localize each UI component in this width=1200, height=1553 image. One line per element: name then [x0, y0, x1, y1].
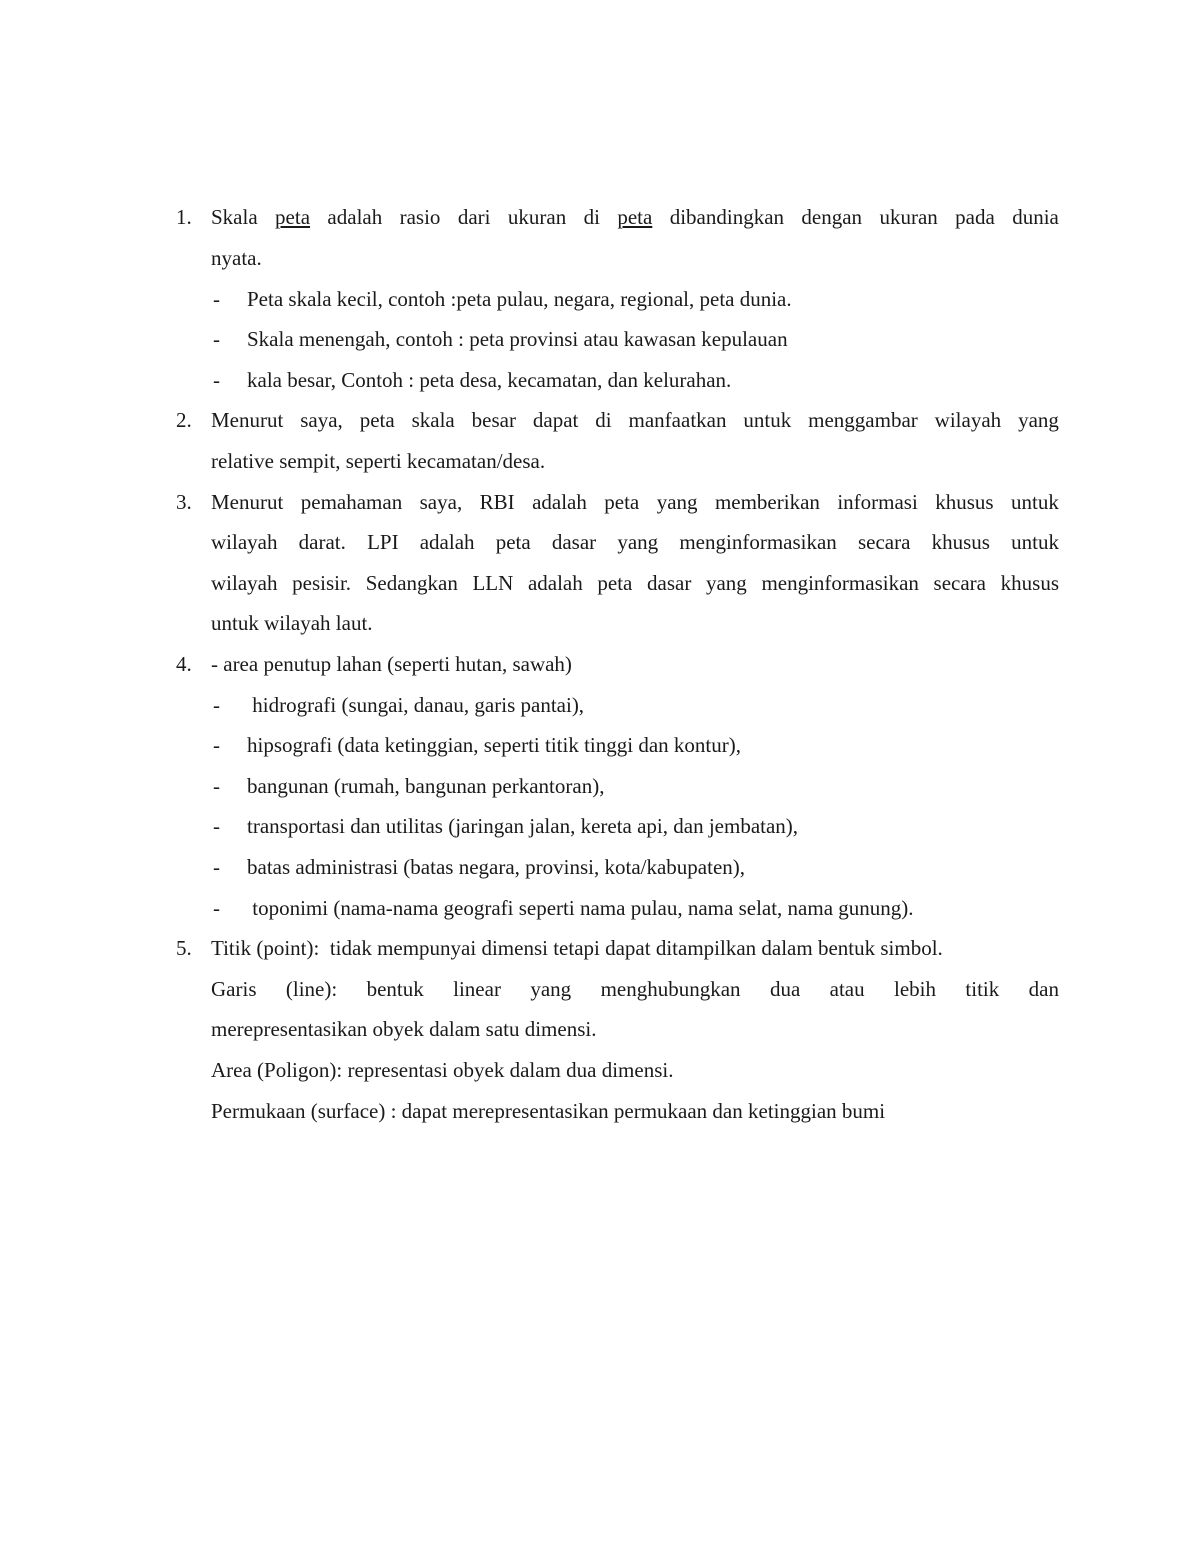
word: Menurut	[211, 408, 284, 432]
word: dari	[457, 205, 491, 229]
bullet-dash: -	[213, 287, 220, 311]
paragraph-line	[211, 405, 1059, 435]
bullet-dash: -	[213, 774, 220, 798]
bullet-text: bangunan (rumah, bangunan perkantoran),	[247, 774, 605, 798]
list-number: 4.	[176, 652, 192, 676]
word: peta	[617, 205, 653, 229]
list-number: 3.	[176, 490, 192, 514]
word: pemahaman	[300, 490, 403, 514]
word: besar	[471, 408, 516, 432]
word: rasio	[399, 205, 441, 229]
paragraph-line: relative sempit, seperti kecamatan/desa.	[211, 449, 546, 473]
word: untuk	[743, 408, 792, 432]
word: linear	[453, 977, 501, 1001]
paragraph-line	[211, 487, 1059, 517]
paragraph-line: merepresentasikan obyek dalam satu dimensi.	[211, 1017, 597, 1041]
bullet-dash: -	[213, 896, 220, 920]
word: yang	[705, 571, 747, 595]
word: untuk	[1011, 490, 1059, 514]
bullet-text: Skala menengah, contoh : peta provinsi atau kawasan kepulauan	[247, 327, 788, 351]
bullet-dash: -	[213, 368, 220, 392]
word: menghubungkan	[600, 977, 741, 1001]
word: adalah	[532, 490, 587, 514]
word: yang	[656, 490, 698, 514]
list-number: 2.	[176, 408, 192, 432]
word: dasar	[551, 530, 597, 554]
word: Menurut	[211, 490, 284, 514]
paragraph-line: nyata.	[211, 246, 262, 270]
word: dasar	[647, 571, 692, 595]
word: menginformasikan	[679, 530, 837, 554]
word: saya,	[300, 408, 343, 432]
word: di	[595, 408, 612, 432]
word: wilayah	[211, 530, 278, 554]
paragraph-line: Area (Poligon): representasi obyek dalam dua dimensi.	[211, 1058, 674, 1082]
paragraph-line	[211, 202, 1059, 232]
bullet-text: transportasi dan utilitas (jaringan jalan, kereta api, dan jembatan),	[247, 814, 799, 838]
bullet-text: toponimi (nama-nama geografi seperti nama pulau, nama selat, nama gunung).	[247, 896, 914, 920]
paragraph-line	[211, 527, 1059, 557]
word: wilayah	[934, 408, 1002, 432]
word: adalah	[419, 530, 475, 554]
word: Sedangkan	[365, 571, 458, 595]
bullet-text: kala besar, Contoh : peta desa, kecamatan, dan kelurahan.	[247, 368, 732, 392]
word: ukuran	[879, 205, 938, 229]
word: bentuk	[366, 977, 424, 1001]
paragraph-line: Titik (point): tidak mempunyai dimensi tetapi dapat ditampilkan dalam bentuk simbol.	[211, 936, 943, 960]
word: manfaatkan	[628, 408, 727, 432]
word: dengan	[801, 205, 863, 229]
word: pesisir.	[292, 571, 352, 595]
word: adalah	[327, 205, 383, 229]
word: yang	[617, 530, 659, 554]
word: pada	[955, 205, 995, 229]
word: (line):	[285, 977, 338, 1001]
paragraph-line	[211, 974, 1059, 1004]
word: atau	[829, 977, 865, 1001]
word: titik	[965, 977, 1000, 1001]
bullet-dash: -	[213, 327, 220, 351]
word: dan	[1028, 977, 1059, 1001]
word: menginformasikan	[761, 571, 919, 595]
word: khusus	[1000, 571, 1059, 595]
word: LPI	[367, 530, 399, 554]
word: informasi	[837, 490, 918, 514]
bullet-dash: -	[213, 814, 220, 838]
word: peta	[359, 408, 395, 432]
word: darat.	[298, 530, 346, 554]
word: wilayah	[211, 571, 278, 595]
bullet-text: hipsografi (data ketinggian, seperti titik tinggi dan kontur),	[247, 733, 741, 757]
word: peta	[597, 571, 633, 595]
word: menggambar	[808, 408, 918, 432]
word: memberikan	[714, 490, 820, 514]
word: secara	[857, 530, 911, 554]
bullet-text: Peta skala kecil, contoh :peta pulau, negara, regional, peta dunia.	[247, 287, 792, 311]
word: yang	[1018, 408, 1059, 432]
word: LLN	[472, 571, 514, 595]
list-number: 5.	[176, 936, 192, 960]
paragraph-line: - area penutup lahan (seperti hutan, sawah)	[211, 652, 572, 676]
paragraph-line: untuk wilayah laut.	[211, 611, 373, 635]
word: peta	[275, 205, 311, 229]
bullet-text: hidrografi (sungai, danau, garis pantai),	[247, 693, 585, 717]
list-number: 1.	[176, 205, 192, 229]
word: ukuran	[507, 205, 567, 229]
word: untuk	[1011, 530, 1059, 554]
word: lebih	[894, 977, 937, 1001]
word: peta	[604, 490, 640, 514]
bullet-text: batas administrasi (batas negara, provinsi, kota/kabupaten),	[247, 855, 746, 879]
bullet-dash: -	[213, 855, 220, 879]
word: peta	[495, 530, 531, 554]
word: di	[583, 205, 600, 229]
word: saya,	[419, 490, 463, 514]
word: skala	[411, 408, 455, 432]
paragraph-line	[211, 568, 1059, 598]
word: khusus	[931, 530, 990, 554]
bullet-dash: -	[213, 693, 220, 717]
word: dapat	[532, 408, 579, 432]
word: dibandingkan	[669, 205, 785, 229]
word: khusus	[935, 490, 994, 514]
word: secara	[933, 571, 986, 595]
word: Skala	[211, 205, 258, 229]
word: Garis	[211, 977, 257, 1001]
word: adalah	[527, 571, 583, 595]
paragraph-line: Permukaan (surface) : dapat merepresentasikan permukaan dan ketinggian bumi	[211, 1099, 886, 1123]
word: RBI	[479, 490, 515, 514]
word: dunia	[1012, 205, 1059, 229]
bullet-dash: -	[213, 733, 220, 757]
word: yang	[530, 977, 572, 1001]
word: dua	[769, 977, 801, 1001]
